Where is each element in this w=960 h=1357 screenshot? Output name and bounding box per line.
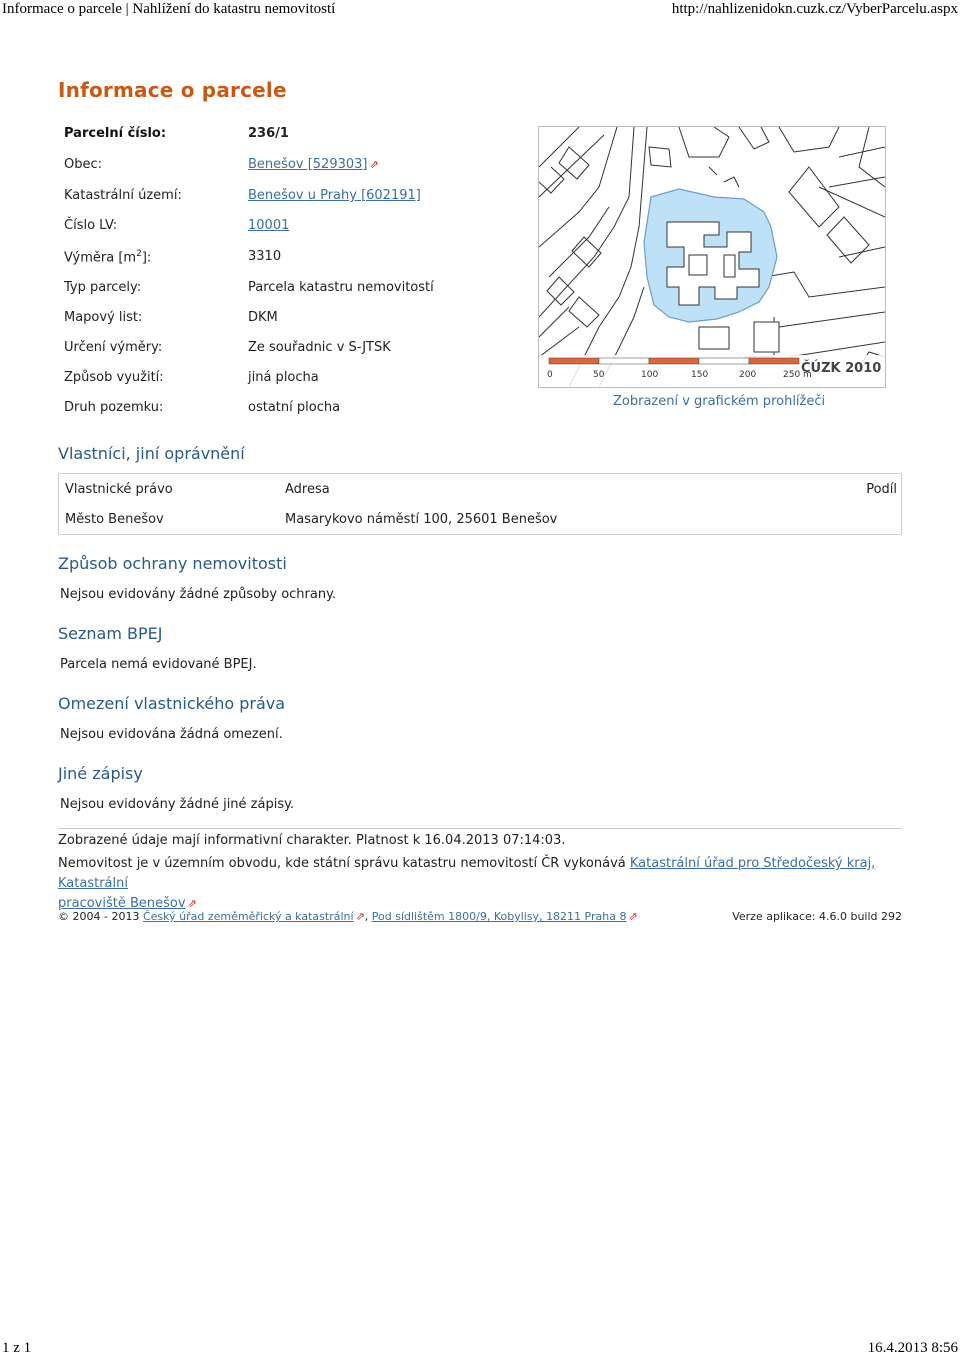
cadastral-area-link[interactable]: Benešov u Prahy [602191] [248,188,421,203]
municipality-label: Obec: [64,157,103,172]
restrictions-heading: Omezení vlastnického práva [58,694,286,713]
row-map-sheet [64,310,484,330]
use-value: jiná plocha [248,370,319,385]
row-area [64,249,484,269]
parcel-map[interactable] [538,126,886,388]
external-link-icon[interactable]: ⇗ [369,158,379,171]
print-footer-datetime: 16.4.2013 8:56 [867,1340,958,1356]
print-footer [0,1337,960,1357]
copyright-text: © 2004 - 2013 [58,910,143,923]
other-heading: Jiné zápisy [58,764,143,783]
lv-label: Číslo LV: [64,218,118,233]
owner-name: Město Benešov [65,512,164,527]
owners-heading: Vlastníci, jiní oprávnění [58,444,245,463]
protection-heading: Způsob ochrany nemovitosti [58,554,287,573]
map-sheet-value: DKM [248,310,278,325]
area-value: 3310 [248,249,282,264]
municipality-link[interactable]: Benešov [529303] [248,157,368,172]
app-version: Verze aplikace: 4.6.0 build 292 [732,910,902,923]
row-kind [64,400,484,420]
copyright [58,910,638,923]
parcel-number-label: Parcelní číslo: [64,126,167,141]
map-drawing [539,127,885,387]
cadastral-area-label: Katastrální území: [64,188,182,203]
print-header-url: http://nahlizenidokn.cuzk.cz/VyberParcelu.aspx [671,1,958,17]
cadastral-area-value [248,188,421,203]
map-sheet-label: Mapový list: [64,310,143,325]
divider [58,828,902,829]
office-note [58,854,902,914]
owners-col-right: Vlastnické právo [65,482,173,497]
external-link-icon[interactable]: ⇗ [187,897,197,910]
protection-text: Nejsou evidovány žádné způsoby ochrany. [60,587,337,602]
owners-col-share: Podíl [866,482,897,497]
map-viewer-link[interactable]: Zobrazení v grafickém prohlížeči [613,394,826,409]
scale-label: 100 [641,370,659,380]
scale-label: 200 [739,370,757,380]
row-parcel-number [64,126,484,146]
owners-table [58,473,902,535]
type-label: Typ parcely: [64,280,142,295]
municipality-value [248,157,379,172]
lv-value [248,218,289,233]
scale-label: 150 [691,370,709,380]
owner-address: Masarykovo náměstí 100, 25601 Benešov [285,512,558,527]
external-link-icon[interactable]: ⇗ [355,910,365,923]
kind-label: Druh pozemku: [64,400,164,415]
bpej-heading: Seznam BPEJ [58,624,163,643]
use-label: Způsob využití: [64,370,164,385]
measure-label: Určení výměry: [64,340,163,355]
map-viewer-link-wrap [613,394,825,409]
owners-col-address: Adresa [285,482,330,497]
office-link-continued[interactable]: pracoviště Benešov [58,896,186,911]
scale-label: 50 [593,370,605,380]
cuzk-link[interactable]: Český úřad zeměměřický a katastrální [142,910,354,923]
area-label-sup: 2 [136,249,142,259]
bpej-text: Parcela nemá evidované BPEJ. [60,657,257,672]
row-measure [64,340,484,360]
map-watermark: ČÚZK 2010 [801,361,882,376]
validity-note: Zobrazené údaje mají informativní charakter. Platnost k 16.04.2013 07:14:03. [58,833,566,848]
row-lv [64,218,484,238]
address-link[interactable]: Pod sídlištěm 1800/9, Kobylisy, 18211 Praha 8 [371,910,627,923]
row-use [64,370,484,390]
other-text: Nejsou evidovány žádné jiné zápisy. [60,797,295,812]
area-label [64,249,151,265]
restrictions-text: Nejsou evidována žádná omezení. [60,727,283,742]
area-label-post: ]: [141,250,152,266]
measure-value: Ze souřadnic v S-JTSK [248,340,391,355]
row-municipality [64,157,484,177]
row-type [64,280,484,300]
external-link-icon[interactable]: ⇗ [628,910,638,923]
scale-label: 0 [547,370,553,380]
area-label-pre: Výměra [m [64,250,137,266]
kind-value: ostatní plocha [248,400,341,415]
lv-link[interactable]: 10001 [248,218,290,233]
type-value: Parcela katastru nemovitostí [248,280,434,295]
scale-label: 250 m [783,370,812,380]
print-header [0,0,960,22]
copyright-sep: , [364,910,372,923]
parcel-number-value: 236/1 [248,126,289,141]
office-link[interactable]: Katastrální úřad pro Středočeský kraj, Katastrální [58,856,876,891]
row-cadastral-area [64,188,484,208]
page-title: Informace o parcele [58,78,287,102]
print-footer-page: 1 z 1 [2,1340,32,1356]
office-note-text: Nemovitost je v územním obvodu, kde státní správu katastru nemovitostí ČR vykonává [58,856,630,871]
print-header-title: Informace o parcele | Nahlížení do katastru nemovitostí [2,1,336,17]
